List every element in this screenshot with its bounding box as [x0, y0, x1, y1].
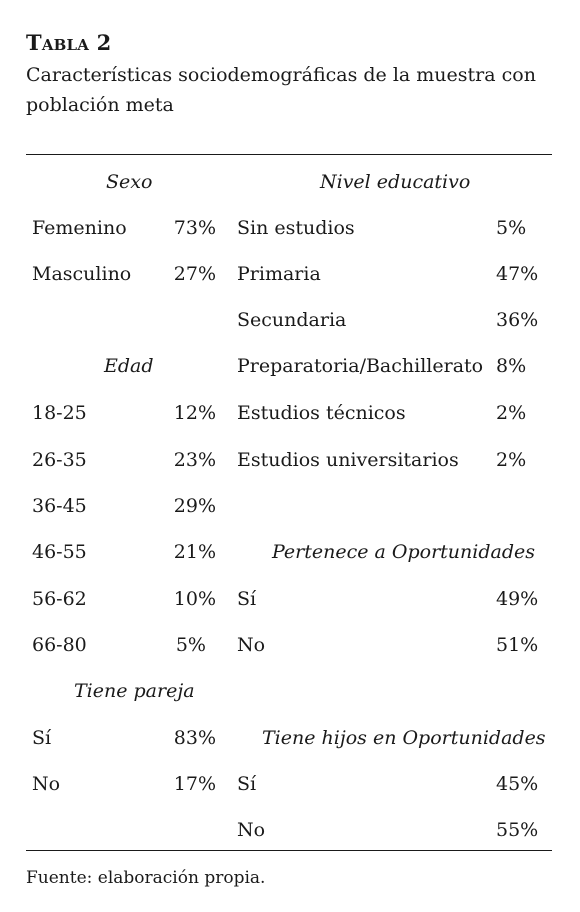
- section-heading-hijos: Tiene hijos en Oportunidades: [262, 727, 546, 749]
- section-heading-oportunidades: Pertenece a Oportunidades: [272, 541, 536, 563]
- row-value: 49%: [496, 588, 539, 610]
- row-value: 21%: [173, 541, 216, 563]
- row-label: 36-45: [32, 495, 87, 517]
- row-value: 29%: [173, 495, 216, 517]
- section-heading-sexo: Sexo: [106, 171, 153, 193]
- row-value: 8%: [496, 355, 527, 377]
- row-value: 47%: [496, 263, 539, 285]
- row-value: 12%: [173, 402, 216, 424]
- row-label: Secundaria: [237, 309, 347, 331]
- row-label: No: [237, 819, 266, 841]
- section-heading-edad: Edad: [104, 355, 154, 377]
- row-label: No: [237, 634, 266, 656]
- source-note: Fuente: elaboración propia.: [26, 868, 266, 888]
- row-label: Estudios técnicos: [237, 402, 406, 424]
- row-value: 2%: [496, 449, 527, 471]
- top-rule: [26, 154, 552, 155]
- table-title: Tabla 2: [26, 30, 112, 55]
- row-value: 10%: [173, 588, 216, 610]
- row-value: 2%: [496, 402, 527, 424]
- row-label: No: [32, 773, 61, 795]
- row-label: Sí: [237, 588, 257, 610]
- row-label: Preparatoria/Bachillerato: [237, 355, 484, 377]
- row-value: 73%: [173, 217, 216, 239]
- row-value: 17%: [173, 773, 216, 795]
- row-label: 56-62: [32, 588, 87, 610]
- section-heading-nivel: Nivel educativo: [320, 171, 471, 193]
- row-label: Masculino: [32, 263, 132, 285]
- row-value: 5%: [496, 217, 527, 239]
- row-label: Femenino: [32, 217, 127, 239]
- row-label: 18-25: [32, 402, 87, 424]
- row-value: 5%: [175, 634, 206, 656]
- row-value: 27%: [173, 263, 216, 285]
- row-label: Sí: [32, 727, 52, 749]
- row-label: Estudios universitarios: [237, 449, 459, 471]
- row-value: 51%: [496, 634, 539, 656]
- row-value: 23%: [173, 449, 216, 471]
- row-label: 66-80: [32, 634, 87, 656]
- row-value: 36%: [496, 309, 539, 331]
- row-value: 45%: [496, 773, 539, 795]
- bottom-rule: [26, 850, 552, 851]
- table-caption: Características sociodemográficas de la muestra con población meta: [26, 64, 536, 116]
- row-label: Sí: [237, 773, 257, 795]
- section-heading-pareja: Tiene pareja: [74, 680, 195, 702]
- row-value: 55%: [496, 819, 539, 841]
- row-value: 83%: [173, 727, 216, 749]
- row-label: 46-55: [32, 541, 87, 563]
- row-label: Sin estudios: [237, 217, 355, 239]
- row-label: Primaria: [237, 263, 321, 285]
- row-label: 26-35: [32, 449, 87, 471]
